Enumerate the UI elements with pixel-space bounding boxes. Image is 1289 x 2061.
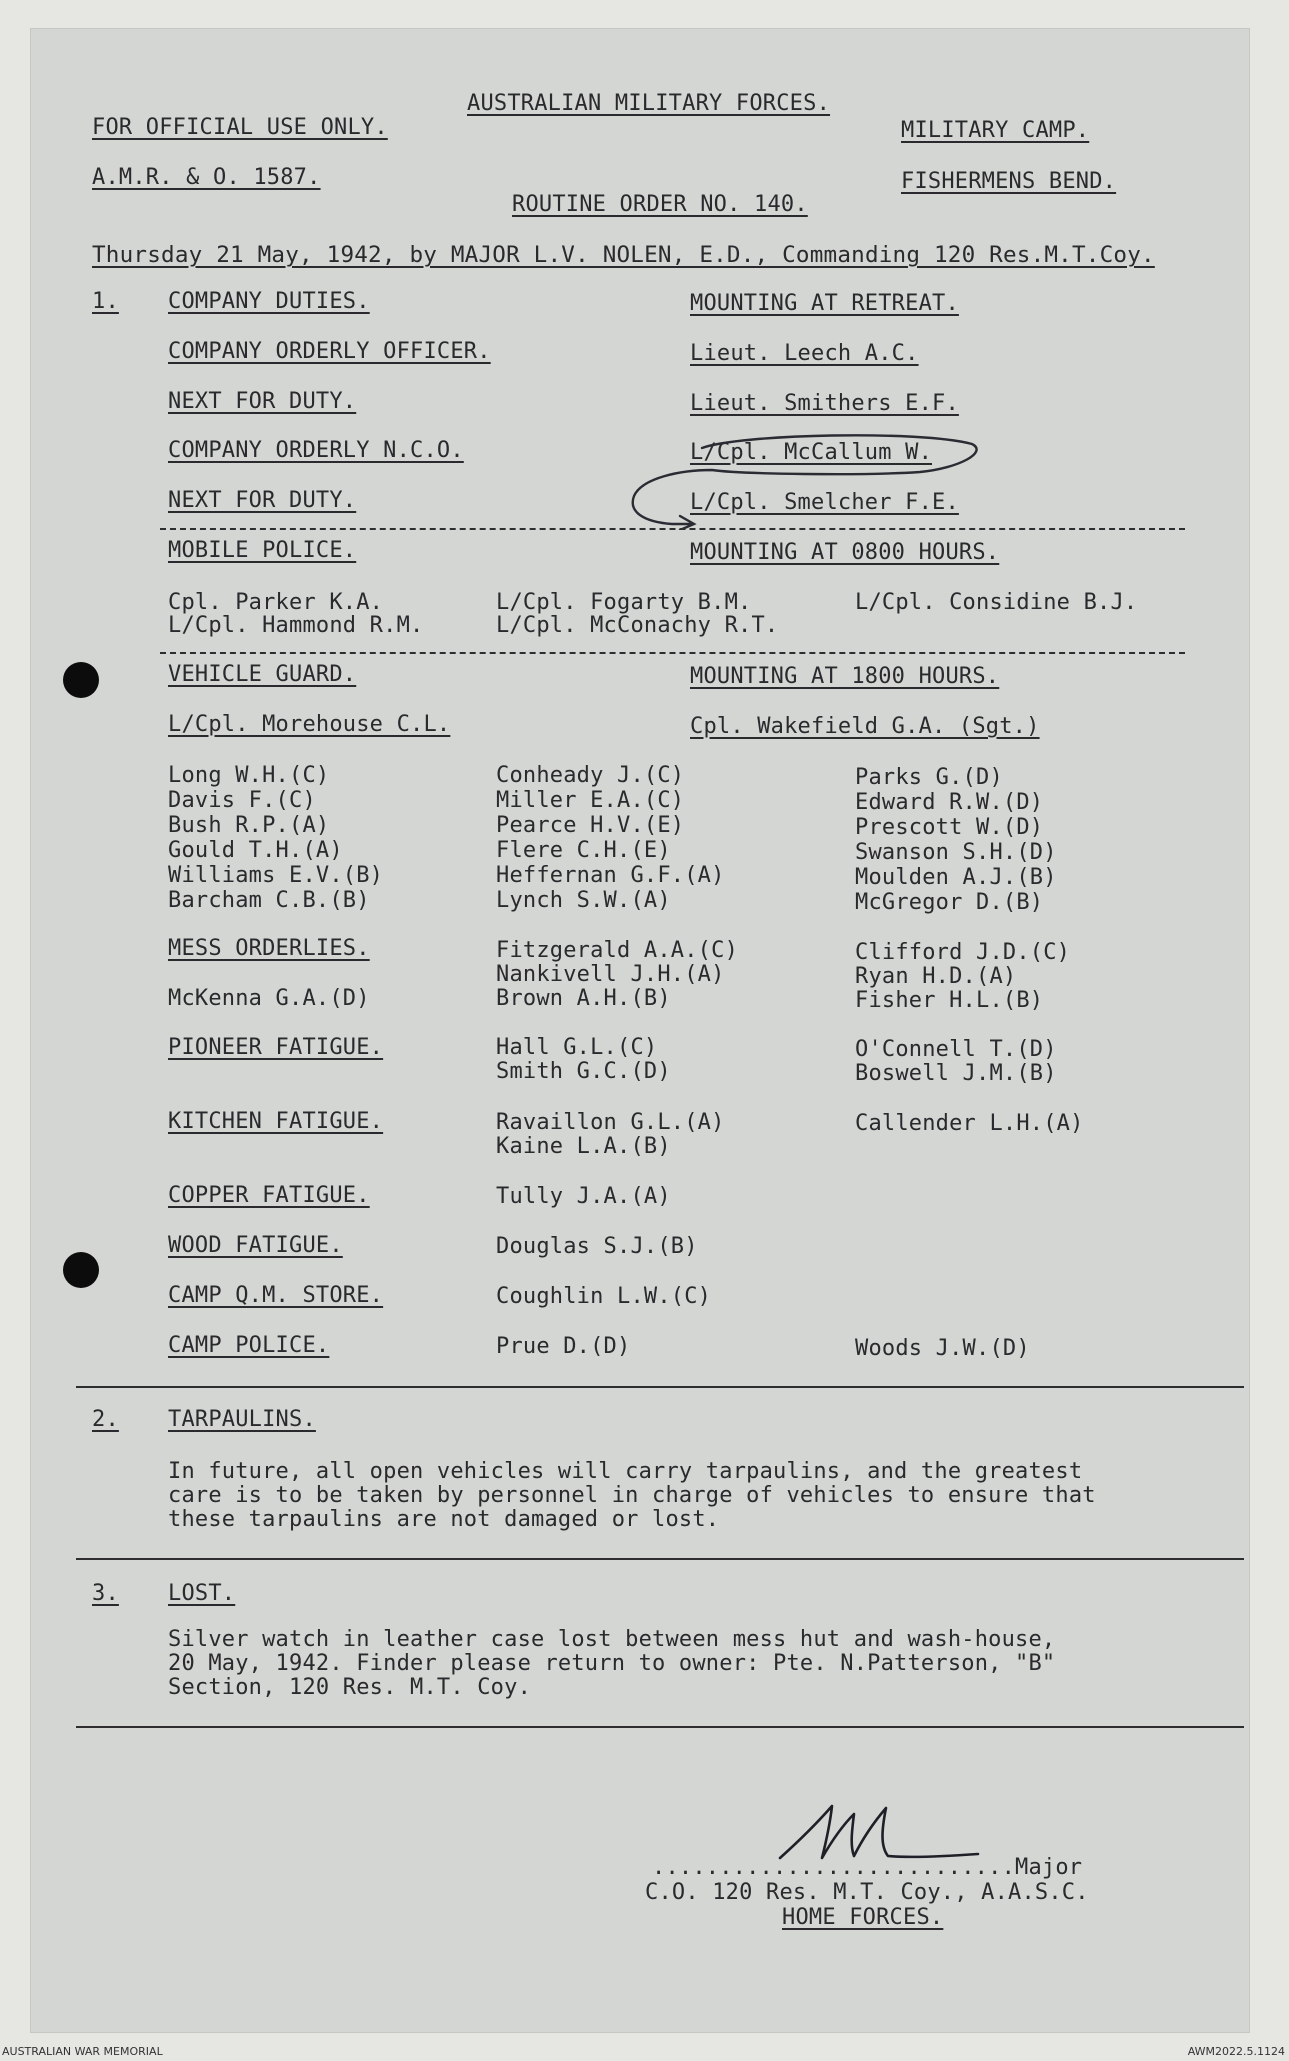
punch-hole-top <box>63 662 99 698</box>
mobile-police-name: L/Cpl. Fogarty B.M. <box>496 590 752 615</box>
mobile-police-name: L/Cpl. McConachy R.T. <box>496 613 779 638</box>
header-title: AUSTRALIAN MILITARY FORCES. <box>467 91 831 116</box>
vehicle-guard-name: Swanson S.H.(D) <box>855 840 1057 865</box>
vehicle-guard-name: Lynch S.W.(A) <box>496 888 671 913</box>
vehicle-guard-ncoic: L/Cpl. Morehouse C.L. <box>168 712 451 737</box>
company-orderly-officer-label: COMPANY ORDERLY OFFICER. <box>168 339 491 364</box>
signature-unit: C.O. 120 Res. M.T. Coy., A.A.S.C. <box>645 1880 1089 1905</box>
vehicle-guard-name: McGregor D.(B) <box>855 890 1044 915</box>
pioneer-fatigue-name: O'Connell T.(D) <box>855 1037 1057 1062</box>
kitchen-fatigue-name: Kaine L.A.(B) <box>496 1134 671 1159</box>
vehicle-guard-name: Gould T.H.(A) <box>168 838 343 863</box>
camp-line-1: MILITARY CAMP. <box>901 118 1090 143</box>
mounting-at-retreat: MOUNTING AT RETREAT. <box>690 291 959 316</box>
mounting-at-1800: MOUNTING AT 1800 HOURS. <box>690 664 1000 689</box>
vehicle-guard-name: Barcham C.B.(B) <box>168 888 370 913</box>
vehicle-guard-name: Parks G.(D) <box>855 765 1003 790</box>
lost-heading: LOST. <box>168 1581 236 1606</box>
pioneer-fatigue-name: Boswell J.M.(B) <box>855 1061 1057 1086</box>
mobile-police-name: L/Cpl. Considine B.J. <box>855 590 1138 615</box>
vehicle-guard-name: Williams E.V.(B) <box>168 863 384 888</box>
mess-orderly-name: McKenna G.A.(D) <box>168 986 370 1011</box>
signature-home-forces: HOME FORCES. <box>782 1905 944 1930</box>
lost-text-line: Section, 120 Res. M.T. Coy. <box>168 1675 532 1700</box>
lost-text-line: 20 May, 1942. Finder please return to owner: Pte. N.Patterson, "B" <box>168 1651 1056 1676</box>
dashed-separator-2 <box>160 652 1185 654</box>
copper-fatigue-label: COPPER FATIGUE. <box>168 1183 370 1208</box>
lost-text-line: Silver watch in leather case lost between mess hut and wash-house, <box>168 1627 1056 1652</box>
punch-hole-bottom <box>63 1252 99 1288</box>
section-1-number: 1. <box>92 289 119 314</box>
vehicle-guard-name: Pearce H.V.(E) <box>496 813 685 838</box>
handwritten-circle-mark <box>620 420 980 530</box>
vehicle-guard-name: Prescott W.(D) <box>855 815 1044 840</box>
camp-police-label: CAMP POLICE. <box>168 1333 330 1358</box>
pioneer-fatigue-label: PIONEER FATIGUE. <box>168 1035 384 1060</box>
mess-orderly-name: Nankivell J.H.(A) <box>496 962 725 987</box>
signature-dotted-rank: ...........................Major <box>652 1855 1083 1880</box>
wood-fatigue-name: Douglas S.J.(B) <box>496 1234 698 1259</box>
camp-qm-store-label: CAMP Q.M. STORE. <box>168 1283 384 1308</box>
wood-fatigue-label: WOOD FATIGUE. <box>168 1233 343 1258</box>
section-divider-3 <box>76 1726 1244 1728</box>
tarpaulins-text-line: care is to be taken by personnel in charge of vehicles to ensure that <box>168 1483 1096 1508</box>
section-divider-2 <box>76 1558 1244 1560</box>
vehicle-guard-name: Heffernan G.F.(A) <box>496 863 725 888</box>
next-for-duty-officer-value: Lieut. Smithers E.F. <box>690 391 959 416</box>
footer-archive-id: AWM2022.5.1124 <box>1187 2045 1285 2058</box>
kitchen-fatigue-name: Ravaillon G.L.(A) <box>496 1110 725 1135</box>
tarpaulins-heading: TARPAULINS. <box>168 1407 316 1432</box>
vehicle-guard-name: Edward R.W.(D) <box>855 790 1044 815</box>
official-use: FOR OFFICIAL USE ONLY. <box>92 115 388 140</box>
mess-orderlies-label: MESS ORDERLIES. <box>168 936 370 961</box>
footer-archive-name: AUSTRALIAN WAR MEMORIAL <box>2 2045 163 2058</box>
vehicle-guard-name: Bush R.P.(A) <box>168 813 330 838</box>
camp-qm-store-name: Coughlin L.W.(C) <box>496 1284 712 1309</box>
dashed-separator-1 <box>160 528 1185 530</box>
vehicle-guard-sergeant: Cpl. Wakefield G.A. (Sgt.) <box>690 714 1040 739</box>
pioneer-fatigue-name: Hall G.L.(C) <box>496 1035 658 1060</box>
vehicle-guard-label: VEHICLE GUARD. <box>168 662 357 687</box>
mess-orderly-name: Fisher H.L.(B) <box>855 988 1044 1013</box>
vehicle-guard-name: Flere C.H.(E) <box>496 838 671 863</box>
pioneer-fatigue-name: Smith G.C.(D) <box>496 1059 671 1084</box>
next-for-duty-nco-value: L/Cpl. Smelcher F.E. <box>690 490 959 515</box>
routine-order-number: ROUTINE ORDER NO. 140. <box>512 192 808 217</box>
tarpaulins-text-line: these tarpaulins are not damaged or lost. <box>168 1507 720 1532</box>
mess-orderly-name: Fitzgerald A.A.(C) <box>496 938 739 963</box>
next-for-duty-nco-label: NEXT FOR DUTY. <box>168 488 357 513</box>
date-line: Thursday 21 May, 1942, by MAJOR L.V. NOLEN, E.D., Commanding 120 Res.M.T.Coy. <box>92 242 1155 268</box>
company-orderly-officer-value: Lieut. Leech A.C. <box>690 341 919 366</box>
copper-fatigue-name: Tully J.A.(A) <box>496 1184 671 1209</box>
mess-orderly-name: Clifford J.D.(C) <box>855 940 1071 965</box>
kitchen-fatigue-label: KITCHEN FATIGUE. <box>168 1109 384 1134</box>
tarpaulins-text-line: In future, all open vehicles will carry tarpaulins, and the greatest <box>168 1459 1083 1484</box>
mess-orderly-name: Ryan H.D.(A) <box>855 964 1017 989</box>
vehicle-guard-name: Miller E.A.(C) <box>496 788 685 813</box>
section-divider-1 <box>76 1386 1244 1388</box>
next-for-duty-officer-label: NEXT FOR DUTY. <box>168 389 357 414</box>
kitchen-fatigue-name: Callender L.H.(A) <box>855 1111 1084 1136</box>
vehicle-guard-name: Long W.H.(C) <box>168 763 330 788</box>
vehicle-guard-name: Moulden A.J.(B) <box>855 865 1057 890</box>
mobile-police-name: L/Cpl. Hammond R.M. <box>168 613 424 638</box>
company-orderly-nco-label: COMPANY ORDERLY N.C.O. <box>168 438 464 463</box>
camp-police-name: Woods J.W.(D) <box>855 1336 1030 1361</box>
company-duties-heading: COMPANY DUTIES. <box>168 289 370 314</box>
mobile-police-name: Cpl. Parker K.A. <box>168 590 384 615</box>
vehicle-guard-name: Davis F.(C) <box>168 788 316 813</box>
camp-police-name: Prue D.(D) <box>496 1334 631 1359</box>
mounting-at-0800: MOUNTING AT 0800 HOURS. <box>690 540 1000 565</box>
mobile-police-label: MOBILE POLICE. <box>168 538 357 563</box>
section-2-number: 2. <box>92 1407 119 1432</box>
vehicle-guard-name: Conheady J.(C) <box>496 763 685 788</box>
section-3-number: 3. <box>92 1581 119 1606</box>
camp-line-2: FISHERMENS BEND. <box>901 169 1117 194</box>
document-sheet <box>30 28 1250 2033</box>
mess-orderly-name: Brown A.H.(B) <box>496 986 671 1011</box>
amr-reference: A.M.R. & O. 1587. <box>92 165 321 190</box>
company-orderly-nco-value: L/Cpl. McCallum W. <box>690 440 933 465</box>
